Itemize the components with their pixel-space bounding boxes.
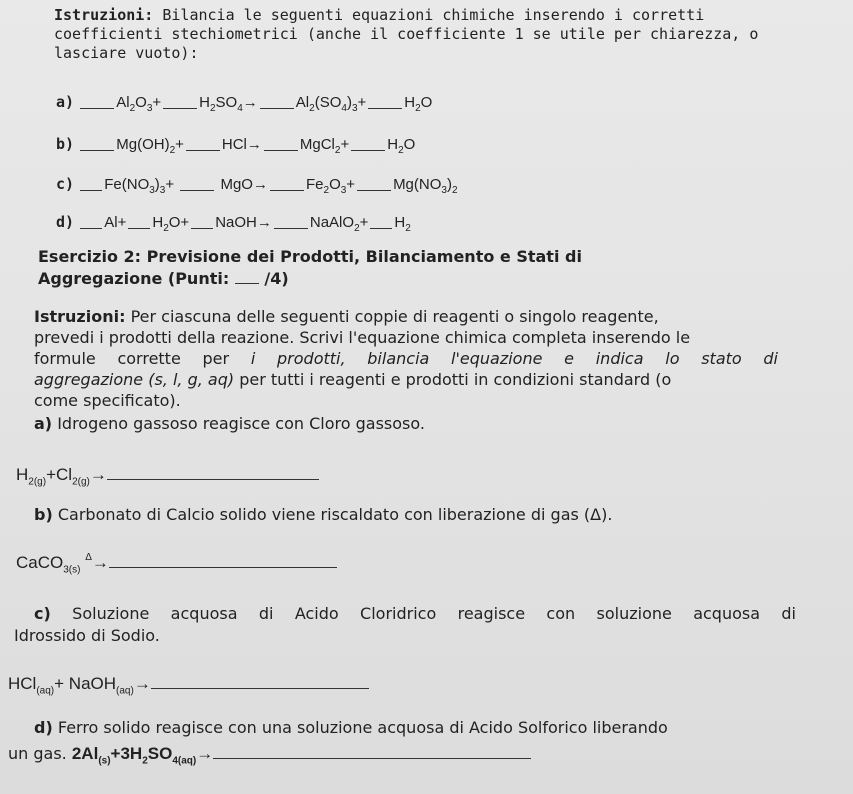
equation-b-label: b) (56, 135, 75, 153)
answer-line[interactable] (213, 744, 531, 759)
item-c-label: c) (34, 604, 51, 623)
item-a-text: Idrogeno gassoso reagisce con Cloro gassoso. (57, 414, 425, 433)
blank[interactable] (370, 216, 392, 229)
blank[interactable] (274, 216, 308, 229)
heat-symbol: Δ (85, 552, 92, 563)
equation-c: c) $Fe(NO_3)_3+ MgO\to Fe_2O_3+ Mg(NO_3)_2$ (56, 175, 458, 196)
reaction-b: CaCO$_{3(s)}$ $^\Delta$→ (16, 553, 337, 575)
blank[interactable] (80, 178, 102, 191)
reaction-a: $H_{2(g)}+Cl_{2(g)}\to$ (16, 465, 319, 487)
answer-line[interactable] (107, 465, 319, 480)
blank[interactable] (128, 216, 150, 229)
blank[interactable] (80, 138, 114, 151)
reaction-c: HCl$_{(aq)}$+ NaOH$_{(aq)}$→ (8, 674, 369, 696)
reaction-d: $2Al_{(s)}+3H_2SO_{4(aq)}\to$ (72, 744, 531, 763)
equation-c-label: c) (56, 175, 75, 193)
exercise2-title-line1: Esercizio 2: Previsione dei Prodotti, Bilanciamento e Stati di (38, 247, 582, 266)
item-b-text: Carbonato di Calcio solido viene riscaldato con liberazione di gas (Δ). (57, 505, 613, 524)
exercise2-title (38, 246, 582, 290)
equation-b: b) $Mg(OH)_2+ HCl\to$ MgCl$_2$+ $H_2O$ (56, 135, 416, 156)
blank[interactable] (270, 178, 304, 191)
item-d: d) Ferro solido reagisce con una soluzione acquosa di Acido Solforico liberando un gas. $2Al_{(s)}+3H_2SO_{4(aq)}\to$ (8, 718, 668, 767)
equation-a-label: a) (56, 93, 75, 111)
item-d-label: d) (34, 718, 53, 737)
header-instructions (54, 6, 774, 63)
blank[interactable] (163, 96, 197, 109)
blank[interactable] (191, 216, 213, 229)
item-b-label: b) (34, 505, 53, 524)
exercise2-title-line2: Aggregazione (Punti: /4) (38, 269, 289, 288)
instructions-label: Istruzioni: (34, 307, 126, 326)
equation-a: a) $Al_2O_3+ H_2SO_4\to Al_2(SO_4)_3+ H_2O$ (56, 93, 433, 114)
blank[interactable] (368, 96, 402, 109)
blank[interactable] (80, 96, 114, 109)
blank[interactable] (351, 138, 385, 151)
header-label: Istruzioni: (54, 6, 154, 24)
blank[interactable] (357, 178, 391, 191)
blank[interactable] (186, 138, 220, 151)
item-a-label: a) (34, 414, 53, 433)
blank[interactable] (260, 96, 294, 109)
header-text: Bilancia le seguenti equazioni chimiche inserendo i corretti coefficienti stechiometrici (anche il coefficiente 1 se utile per chiarezza, o lasciare vuoto): (54, 6, 759, 62)
blank[interactable] (264, 138, 298, 151)
equation-d-label: d) (56, 213, 75, 231)
answer-line[interactable] (109, 553, 337, 568)
equation-d: d) $Al+ H_2O+$ NaOH→ NaAlO$_2$+ $H_2$ (56, 213, 411, 234)
item-b (34, 505, 612, 524)
points-blank[interactable] (235, 269, 259, 284)
item-c: c) Soluzione acquosa di Acido Cloridrico reagisce con soluzione acquosa di Idrossido di Sodio. (14, 604, 796, 645)
exercise2-instructions: Istruzioni: Per ciascuna delle seguenti coppie di reagenti o singolo reagente, prevedi i prodotti della reazione. Scrivi l'equazione chimica completa inserendo le formule corrette per i prodotti, bilancia l'equazione e indica lo stato di aggregazione (s, l, g, aq) per tutti i reagenti e prodotti in condizioni standard (o come specificato). a) Idrogeno gassoso reagisce con Cloro gassoso. (34, 307, 779, 433)
blank[interactable] (80, 216, 102, 229)
answer-line[interactable] (151, 674, 369, 689)
blank[interactable] (180, 178, 214, 191)
